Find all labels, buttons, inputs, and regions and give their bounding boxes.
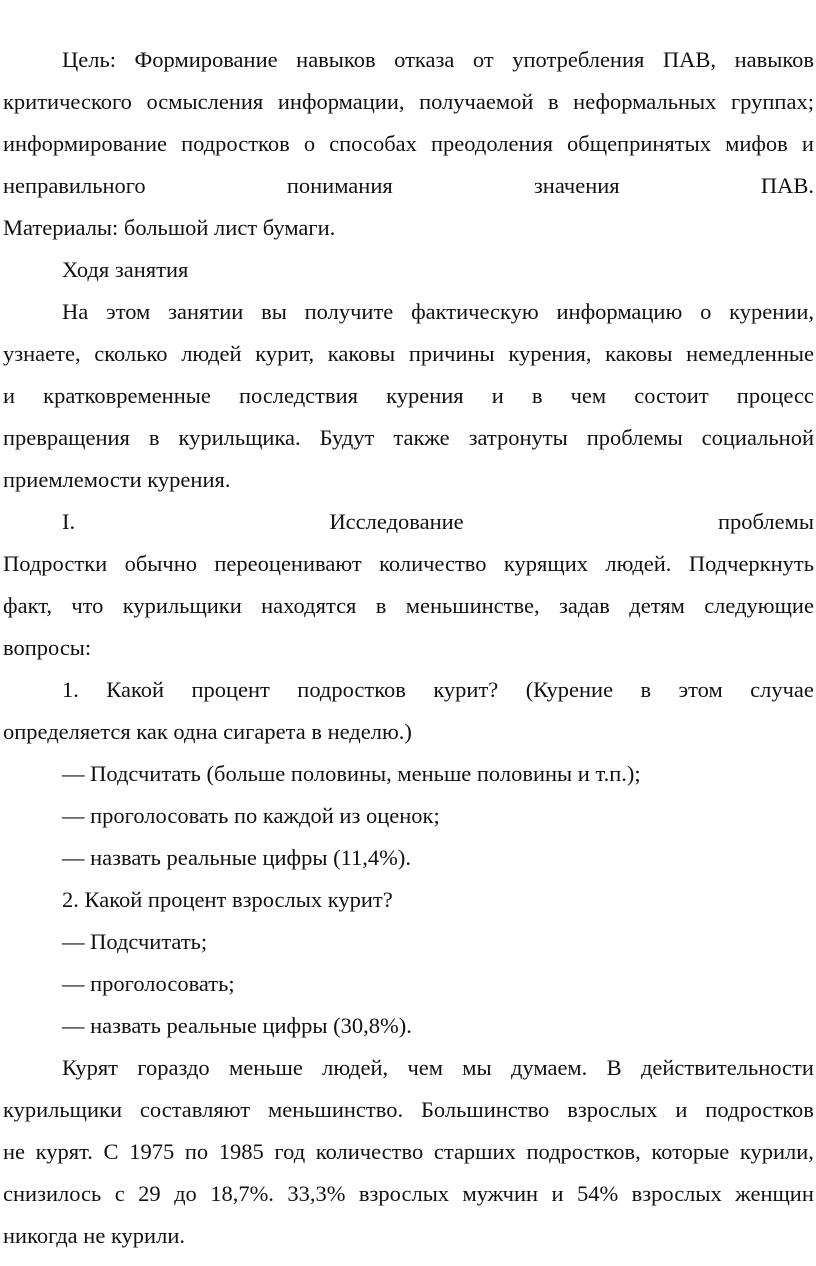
word: составляют xyxy=(139,1097,251,1122)
word: узнаете, xyxy=(3,341,81,366)
word: и xyxy=(801,131,814,156)
word: взрослых xyxy=(358,1181,450,1206)
text-line xyxy=(3,171,814,201)
word: факт, xyxy=(3,593,52,618)
word: ПАВ. xyxy=(760,173,814,198)
word: количество xyxy=(315,1139,424,1164)
word: социальной xyxy=(701,425,814,450)
text-line xyxy=(3,549,814,579)
word: не xyxy=(3,1139,26,1164)
word: курят. xyxy=(35,1139,93,1164)
list-item: — проголосовать по каждой из оценок; xyxy=(62,803,440,828)
word: критического xyxy=(3,89,132,114)
word: в xyxy=(547,89,559,114)
word: этом xyxy=(678,677,723,702)
word: 1. xyxy=(62,677,79,702)
materials-line: Материалы: большой лист бумаги. xyxy=(3,215,336,240)
word: которые xyxy=(651,1139,730,1164)
word: действительности xyxy=(640,1055,814,1080)
word: этом xyxy=(106,299,151,324)
word: курили, xyxy=(739,1139,814,1164)
word: Подчеркнуть xyxy=(688,551,814,576)
word: в xyxy=(148,425,160,450)
word: занятии xyxy=(168,299,244,324)
word: получаемой xyxy=(419,89,534,114)
word: подростков xyxy=(297,677,406,702)
text-line xyxy=(62,297,814,327)
word: подростков xyxy=(705,1097,814,1122)
word: Исследование xyxy=(329,509,464,534)
text-line xyxy=(3,129,814,159)
word: отказа xyxy=(394,47,455,72)
word: думаем. xyxy=(510,1055,588,1080)
word: следующие xyxy=(704,593,814,618)
word: преодоления xyxy=(431,131,553,156)
word: снизилось xyxy=(3,1181,102,1206)
word: Большинство xyxy=(421,1097,550,1122)
word: старших xyxy=(433,1139,516,1164)
word: информирование xyxy=(3,131,167,156)
text-line xyxy=(3,1179,814,1209)
word: курения, xyxy=(508,341,592,366)
list-item: — проголосовать; xyxy=(62,971,235,996)
word: меньшинство. xyxy=(267,1097,404,1122)
section-heading: Ходя занятия xyxy=(62,257,189,282)
word: затронуты xyxy=(468,425,568,450)
list-item: — назвать реальные цифры (30,8%). xyxy=(62,1013,412,1038)
list-item: — Подсчитать (больше половины, меньше половины и т.п.); xyxy=(62,761,641,786)
word: переоценивают xyxy=(214,551,362,576)
word: курит? xyxy=(433,677,499,702)
word: задав xyxy=(558,593,610,618)
word: вы xyxy=(261,299,287,324)
text-line: никогда не курили. xyxy=(3,1223,185,1248)
word: процент xyxy=(191,677,270,702)
word: группах; xyxy=(730,89,814,114)
word: получите xyxy=(304,299,394,324)
word: Курят xyxy=(62,1055,118,1080)
word: понимания xyxy=(286,173,393,198)
question-line xyxy=(62,675,814,705)
word: неформальных xyxy=(573,89,717,114)
word: курении, xyxy=(729,299,814,324)
text-line xyxy=(62,1053,814,1083)
word: детям xyxy=(629,593,685,618)
word: и xyxy=(491,383,504,408)
word: по xyxy=(184,1139,209,1164)
word: 1975 xyxy=(129,1139,175,1164)
word: значения xyxy=(533,173,620,198)
word: курящих xyxy=(503,551,589,576)
word: с xyxy=(114,1181,125,1206)
word: навыков xyxy=(296,47,376,72)
word: 18,7%. xyxy=(210,1181,274,1206)
text-line xyxy=(62,45,814,75)
word: процесс xyxy=(736,383,814,408)
word: кратковременные xyxy=(43,383,211,408)
word: превращения xyxy=(3,425,130,450)
word: меньше xyxy=(228,1055,303,1080)
word: На xyxy=(62,299,89,324)
word: от xyxy=(472,47,494,72)
text-line xyxy=(3,423,814,453)
word: последствия xyxy=(238,383,359,408)
word: год xyxy=(274,1139,306,1164)
word: также xyxy=(393,425,450,450)
text-line xyxy=(3,87,814,117)
word: людей. xyxy=(605,551,672,576)
text-line: определяется как одна сигарета в неделю.) xyxy=(3,719,412,744)
word: осмысления xyxy=(146,89,264,114)
word: чем xyxy=(570,383,607,408)
word: причины xyxy=(408,341,495,366)
word: обычно xyxy=(124,551,197,576)
text-line xyxy=(3,1137,814,1167)
word: до xyxy=(174,1181,197,1206)
section-title xyxy=(62,507,814,537)
word: каковы xyxy=(327,341,396,366)
word: мифов xyxy=(725,131,788,156)
word: немедленные xyxy=(686,341,814,366)
word: информации, xyxy=(277,89,405,114)
word: в xyxy=(640,677,652,702)
word: I. xyxy=(62,509,76,534)
word: в xyxy=(375,593,387,618)
word: (Курение xyxy=(525,677,614,702)
word: каковы xyxy=(605,341,673,366)
word: проблемы xyxy=(586,425,683,450)
word: общепринятых xyxy=(567,131,711,156)
word: 33,3% xyxy=(287,1181,346,1206)
word: курильщики xyxy=(122,593,242,618)
word: что xyxy=(71,593,104,618)
word: Подростки xyxy=(3,551,108,576)
word: проблемы xyxy=(717,509,814,534)
word: ПАВ, xyxy=(662,47,717,72)
word: находятся xyxy=(261,593,357,618)
word: 29 xyxy=(138,1181,161,1206)
word: курения xyxy=(386,383,464,408)
text-line: вопросы: xyxy=(3,635,92,660)
word: людей, xyxy=(322,1055,389,1080)
word: мы xyxy=(462,1055,492,1080)
word: Цель: xyxy=(62,47,116,72)
word: С xyxy=(103,1139,119,1164)
word: состоит xyxy=(634,383,709,408)
list-item: — Подсчитать; xyxy=(62,929,208,954)
word: подростков xyxy=(181,131,290,156)
text-line xyxy=(3,1095,814,1125)
list-item: — назвать реальные цифры (11,4%). xyxy=(62,845,411,870)
word: 54% xyxy=(576,1181,619,1206)
word: и xyxy=(551,1181,564,1206)
word: о xyxy=(700,299,712,324)
word: людей xyxy=(181,341,242,366)
word: подростков, xyxy=(526,1139,641,1164)
question-line: 2. Какой процент взрослых курит? xyxy=(62,887,393,912)
text-line xyxy=(3,381,814,411)
word: способах xyxy=(329,131,417,156)
word: о xyxy=(303,131,316,156)
word: Какой xyxy=(106,677,165,702)
word: В xyxy=(606,1055,622,1080)
text-line xyxy=(3,591,814,621)
word: количество xyxy=(379,551,487,576)
word: курильщика. xyxy=(178,425,301,450)
word: навыков xyxy=(734,47,814,72)
word: случае xyxy=(750,677,814,702)
word: гораздо xyxy=(137,1055,210,1080)
word: фактическую xyxy=(411,299,539,324)
word: женщин xyxy=(735,1181,814,1206)
word: и xyxy=(675,1097,688,1122)
word: информацию xyxy=(556,299,683,324)
word: употребления xyxy=(512,47,645,72)
word: курильщики xyxy=(3,1097,122,1122)
word: Будут xyxy=(319,425,375,450)
word: в xyxy=(531,383,543,408)
word: взрослых xyxy=(567,1097,658,1122)
word: чем xyxy=(407,1055,443,1080)
word: и xyxy=(3,383,16,408)
word: сколько xyxy=(94,341,168,366)
word: 1985 xyxy=(218,1139,264,1164)
word: неправильного xyxy=(3,173,146,198)
text-line xyxy=(3,339,814,369)
word: взрослых xyxy=(631,1181,722,1206)
word: мужчин xyxy=(462,1181,539,1206)
word: Формирование xyxy=(134,47,278,72)
word: курит, xyxy=(255,341,315,366)
text-line: приемлемости курения. xyxy=(3,467,231,492)
word: меньшинстве, xyxy=(405,593,540,618)
